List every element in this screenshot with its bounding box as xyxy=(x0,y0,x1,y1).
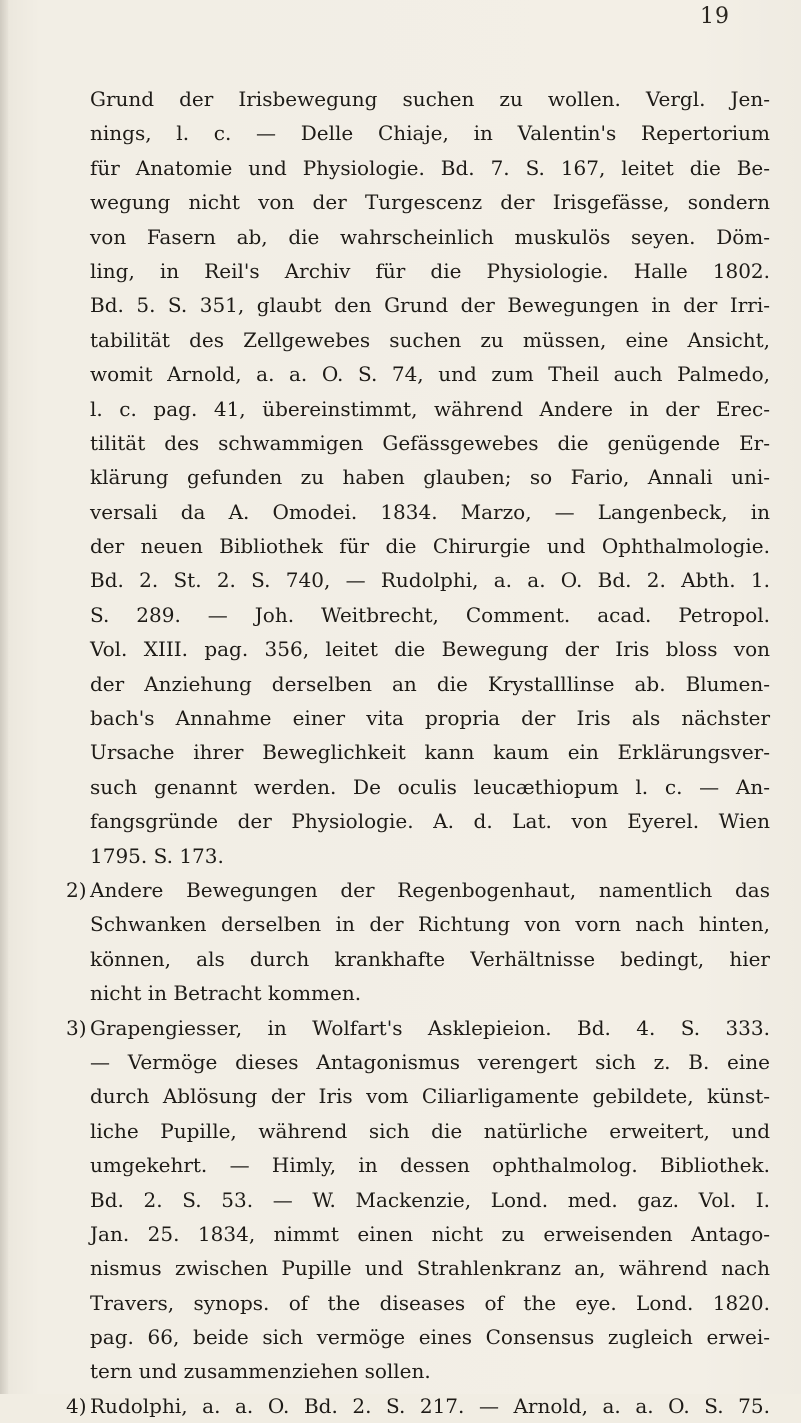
text-line: womit Arnold, a. a. O. S. 74, und zum Theil auch Palmedo, xyxy=(90,362,770,387)
footnote-line: pag. 66, beide sich vermöge eines Consensus zugleich erwei- xyxy=(90,1325,770,1350)
text-line: für Anatomie und Physiologie. Bd. 7. S. 167, leitet die Be- xyxy=(90,155,770,180)
footnote-line: nicht in Betracht kommen. xyxy=(90,981,362,1006)
text-line: tabilität des Zellgewebes suchen zu müssen, eine Ansicht, xyxy=(90,327,770,352)
footnote-3 xyxy=(66,1011,770,1389)
text-line: klärung gefunden zu haben glauben; so Fario, Annali uni- xyxy=(90,465,770,490)
footnote-line: Jan. 25. 1834, nimmt einen nicht zu erweisenden Antago- xyxy=(90,1221,770,1246)
footnote-line: Schwanken derselben in der Richtung von vorn nach hinten, xyxy=(90,912,770,937)
text-line: Bd. 5. S. 351, glaubt den Grund der Bewegungen in der Irri- xyxy=(90,293,770,318)
text-line: der Anziehung derselben an die Krystalllinse ab. Blumen- xyxy=(90,671,770,696)
footnote-marker: 2) xyxy=(66,877,87,902)
footnote-marker: 3) xyxy=(66,1015,87,1040)
footnote-line: können, als durch krankhafte Verhältnisse bedingt, hier xyxy=(90,946,770,971)
text-line: ling, in Reil's Archiv für die Physiologie. Halle 1802. xyxy=(90,258,770,283)
footnote-line: nismus zwischen Pupille und Strahlenkranz an, während nach xyxy=(90,1256,770,1281)
footnote-marker: 4) xyxy=(66,1393,87,1418)
text-line: von Fasern ab, die wahrscheinlich muskulös seyen. Döm- xyxy=(90,224,770,249)
text-line: tilität des schwammigen Gefässgewebes die genügende Er- xyxy=(90,430,770,455)
footnote-line: Rudolphi, a. a. O. Bd. 2. S. 217. — Arnold, a. a. O. S. 75. xyxy=(90,1393,770,1418)
footnote-line: tern und zusammenziehen sollen. xyxy=(90,1359,431,1384)
footnote-2 xyxy=(66,873,770,1011)
main-paragraph xyxy=(90,82,770,873)
text-line: nings, l. c. — Delle Chiaje, in Valentin's Repertorium xyxy=(90,121,770,146)
text-line: such genannt werden. De oculis leucæthiopum l. c. — An- xyxy=(90,774,770,799)
text-line: Vol. XIII. pag. 356, leitet die Bewegung der Iris bloss von xyxy=(90,637,770,662)
text-line: S. 289. — Joh. Weitbrecht, Comment. acad. Petropol. xyxy=(90,602,770,627)
footnote-line: umgekehrt. — Himly, in dessen ophthalmolog. Bibliothek. xyxy=(90,1153,770,1178)
text-line: bach's Annahme einer vita propria der Iris als nächster xyxy=(90,706,770,731)
text-line: l. c. pag. 41, übereinstimmt, während Andere in der Erec- xyxy=(90,396,770,421)
footnote-line: Travers, synops. of the diseases of the eye. Lond. 1820. xyxy=(90,1290,770,1315)
footnote-line: Grapengiesser, in Wolfart's Asklepieion. Bd. 4. S. 333. xyxy=(90,1015,770,1040)
text-line: Grund der Irisbewegung suchen zu wollen. Vergl. Jen- xyxy=(90,87,770,111)
page-body xyxy=(66,82,770,1423)
footnote-line: Andere Bewegungen der Regenbogenhaut, namentlich das xyxy=(90,877,770,902)
text-line: wegung nicht von der Turgescenz der Irisgefässe, sondern xyxy=(90,190,770,215)
text-line: Ursache ihrer Beweglichkeit kann kaum ein Erklärungsver- xyxy=(90,740,770,765)
footnote-line: — Vermöge dieses Antagonismus verengert sich z. B. eine xyxy=(90,1049,770,1074)
text-line: 1795. S. 173. xyxy=(90,843,224,868)
text-line: fangsgründe der Physiologie. A. d. Lat. von Eyerel. Wien xyxy=(90,809,770,834)
text-line: der neuen Bibliothek für die Chirurgie und Ophthalmologie. xyxy=(90,534,770,559)
text-line: Bd. 2. St. 2. S. 740, — Rudolphi, a. a. O. Bd. 2. Abth. 1. xyxy=(90,568,770,593)
text-line: versali da A. Omodei. 1834. Marzo, — Langenbeck, in xyxy=(90,499,770,524)
footnote-line: Bd. 2. S. 53. — W. Mackenzie, Lond. med. gaz. Vol. I. xyxy=(90,1187,770,1212)
page-binding-edge xyxy=(0,0,8,1394)
page-number: 19 xyxy=(700,4,730,29)
footnote-line: liche Pupille, während sich die natürliche erweitert, und xyxy=(90,1118,770,1143)
footnote-line: durch Ablösung der Iris vom Ciliarligamente gebildete, künst- xyxy=(90,1084,770,1109)
